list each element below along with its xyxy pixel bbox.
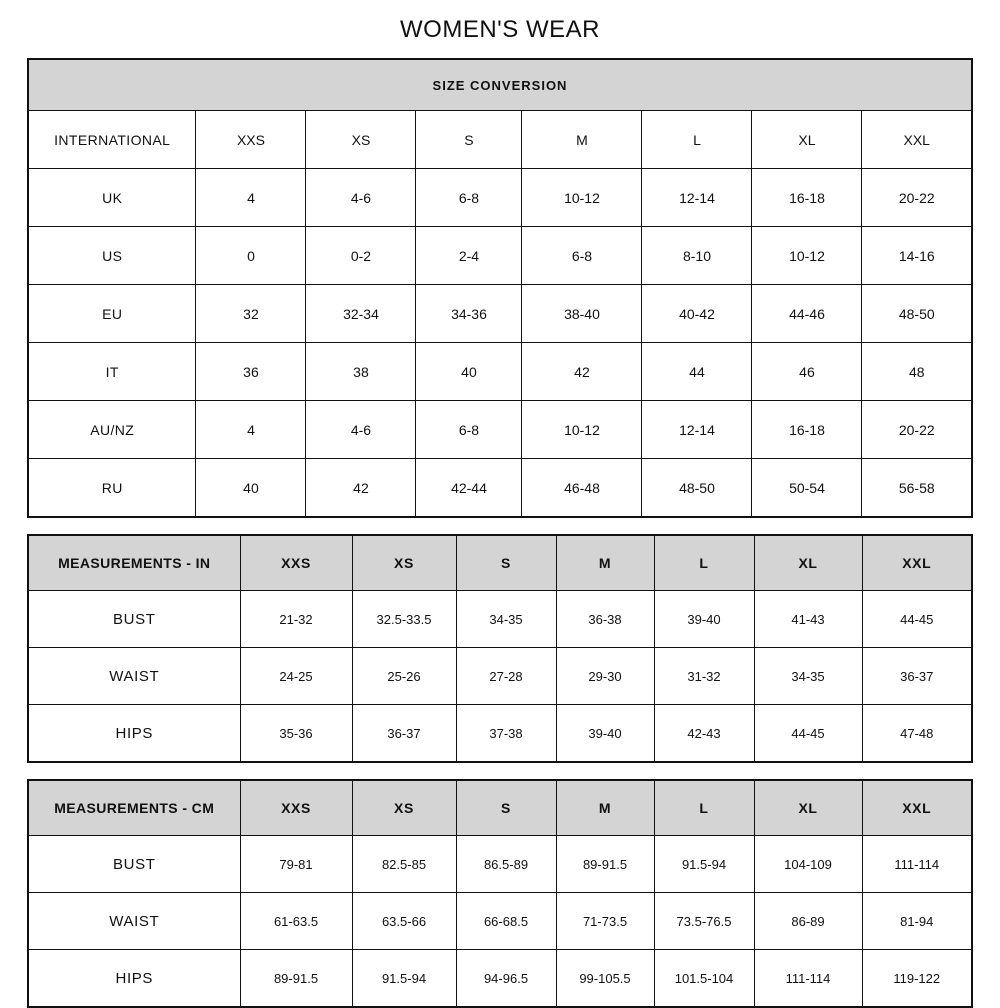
table-row	[28, 705, 972, 763]
header-cell-l: L	[654, 780, 754, 836]
table-cell: 4	[196, 169, 306, 227]
table-row	[28, 893, 972, 950]
table-row	[28, 459, 972, 518]
table-cell: 82.5-85	[352, 836, 456, 893]
header-cell-international: INTERNATIONAL	[28, 111, 196, 169]
table-cell: 16-18	[752, 401, 862, 459]
header-cell-xxl: XXL	[862, 780, 972, 836]
table-cell: 111-114	[862, 836, 972, 893]
table-cell: 16-18	[752, 169, 862, 227]
header-cell-m: M	[522, 111, 642, 169]
table-cell: 4-6	[306, 401, 416, 459]
table-row	[28, 343, 972, 401]
table-cell: 25-26	[352, 648, 456, 705]
row-label: IT	[28, 343, 196, 401]
table-cell: 4-6	[306, 169, 416, 227]
table-cell: 61-63.5	[240, 893, 352, 950]
row-label: HIPS	[28, 705, 240, 763]
table-cell: 38-40	[522, 285, 642, 343]
header-cell-s: S	[456, 780, 556, 836]
table-cell: 21-32	[240, 591, 352, 648]
table-cell: 101.5-104	[654, 950, 754, 1008]
header-cell-m: M	[556, 780, 654, 836]
header-cell-xxl: XXL	[862, 535, 972, 591]
header-cell-xl: XL	[754, 780, 862, 836]
table-cell: 104-109	[754, 836, 862, 893]
table-cell: 0	[196, 227, 306, 285]
table-cell: 81-94	[862, 893, 972, 950]
table-cell: 41-43	[754, 591, 862, 648]
table-cell: 29-30	[556, 648, 654, 705]
size-conversion-banner: SIZE CONVERSION	[28, 59, 972, 111]
header-cell-xl: XL	[752, 111, 862, 169]
table-row	[28, 227, 972, 285]
table-cell: 44-45	[862, 591, 972, 648]
table-cell: 34-35	[456, 591, 556, 648]
header-cell-m: M	[556, 535, 654, 591]
header-cell-s: S	[456, 535, 556, 591]
table-cell: 8-10	[642, 227, 752, 285]
table-cell: 36-38	[556, 591, 654, 648]
table-cell: 20-22	[862, 401, 972, 459]
table-cell: 32	[196, 285, 306, 343]
table-cell: 32.5-33.5	[352, 591, 456, 648]
table-header-row	[28, 780, 972, 836]
table-row	[28, 648, 972, 705]
table-cell: 48	[862, 343, 972, 401]
table-cell: 10-12	[752, 227, 862, 285]
table-cell: 89-91.5	[240, 950, 352, 1008]
header-cell-s: S	[416, 111, 522, 169]
row-label: RU	[28, 459, 196, 518]
header-cell-xs: XS	[352, 780, 456, 836]
table-cell: 50-54	[752, 459, 862, 518]
header-cell-xxl: XXL	[862, 111, 972, 169]
table-cell: 44-46	[752, 285, 862, 343]
table-cell: 91.5-94	[352, 950, 456, 1008]
row-label: HIPS	[28, 950, 240, 1008]
header-cell-xs: XS	[306, 111, 416, 169]
table-cell: 89-91.5	[556, 836, 654, 893]
table-cell: 39-40	[556, 705, 654, 763]
table-cell: 32-34	[306, 285, 416, 343]
header-cell-xs: XS	[352, 535, 456, 591]
table-cell: 6-8	[416, 401, 522, 459]
table-cell: 10-12	[522, 169, 642, 227]
row-label: UK	[28, 169, 196, 227]
header-cell-xxs: XXS	[240, 780, 352, 836]
table-cell: 36-37	[352, 705, 456, 763]
table-cell: 42-43	[654, 705, 754, 763]
table-header-row	[28, 111, 972, 169]
table-cell: 79-81	[240, 836, 352, 893]
table-cell: 44	[642, 343, 752, 401]
table-row	[28, 591, 972, 648]
table-cell: 20-22	[862, 169, 972, 227]
size-conversion-table	[27, 58, 973, 518]
table-cell: 27-28	[456, 648, 556, 705]
table-cell: 48-50	[862, 285, 972, 343]
table-cell: 2-4	[416, 227, 522, 285]
table-cell: 86-89	[754, 893, 862, 950]
table-cell: 4	[196, 401, 306, 459]
table-cell: 66-68.5	[456, 893, 556, 950]
table-cell: 34-35	[754, 648, 862, 705]
table-cell: 14-16	[862, 227, 972, 285]
table-cell: 37-38	[456, 705, 556, 763]
table-cell: 46-48	[522, 459, 642, 518]
table-cell: 36	[196, 343, 306, 401]
row-label: WAIST	[28, 648, 240, 705]
table-cell: 42-44	[416, 459, 522, 518]
table-header-row	[28, 535, 972, 591]
table-cell: 24-25	[240, 648, 352, 705]
table-cell: 42	[522, 343, 642, 401]
table-cell: 12-14	[642, 401, 752, 459]
table-cell: 46	[752, 343, 862, 401]
row-label: EU	[28, 285, 196, 343]
header-cell-measurements-in: MEASUREMENTS - IN	[28, 535, 240, 591]
measurements-cm-table	[27, 779, 973, 1008]
table-row	[28, 401, 972, 459]
table-cell: 35-36	[240, 705, 352, 763]
table-cell: 34-36	[416, 285, 522, 343]
row-label: BUST	[28, 836, 240, 893]
header-cell-xxs: XXS	[196, 111, 306, 169]
table-cell: 6-8	[416, 169, 522, 227]
table-banner-row	[28, 59, 972, 111]
table-cell: 6-8	[522, 227, 642, 285]
row-label: WAIST	[28, 893, 240, 950]
table-cell: 48-50	[642, 459, 752, 518]
measurements-inches-table	[27, 534, 973, 763]
table-cell: 44-45	[754, 705, 862, 763]
row-label: AU/NZ	[28, 401, 196, 459]
table-cell: 42	[306, 459, 416, 518]
table-cell: 111-114	[754, 950, 862, 1008]
table-row	[28, 950, 972, 1008]
table-cell: 39-40	[654, 591, 754, 648]
header-cell-xxs: XXS	[240, 535, 352, 591]
row-label: BUST	[28, 591, 240, 648]
table-cell: 40-42	[642, 285, 752, 343]
header-cell-l: L	[654, 535, 754, 591]
page-title: WOMEN'S WEAR	[400, 16, 600, 43]
table-cell: 36-37	[862, 648, 972, 705]
table-row	[28, 285, 972, 343]
table-cell: 119-122	[862, 950, 972, 1008]
header-cell-measurements-cm: MEASUREMENTS - CM	[28, 780, 240, 836]
table-cell: 38	[306, 343, 416, 401]
table-cell: 73.5-76.5	[654, 893, 754, 950]
table-cell: 86.5-89	[456, 836, 556, 893]
header-cell-xl: XL	[754, 535, 862, 591]
table-cell: 71-73.5	[556, 893, 654, 950]
table-cell: 40	[416, 343, 522, 401]
table-cell: 10-12	[522, 401, 642, 459]
table-cell: 63.5-66	[352, 893, 456, 950]
table-cell: 47-48	[862, 705, 972, 763]
header-cell-l: L	[642, 111, 752, 169]
table-cell: 91.5-94	[654, 836, 754, 893]
table-row	[28, 169, 972, 227]
table-cell: 94-96.5	[456, 950, 556, 1008]
table-row	[28, 836, 972, 893]
table-cell: 31-32	[654, 648, 754, 705]
table-cell: 56-58	[862, 459, 972, 518]
table-cell: 40	[196, 459, 306, 518]
row-label: US	[28, 227, 196, 285]
table-cell: 12-14	[642, 169, 752, 227]
table-cell: 99-105.5	[556, 950, 654, 1008]
table-cell: 0-2	[306, 227, 416, 285]
